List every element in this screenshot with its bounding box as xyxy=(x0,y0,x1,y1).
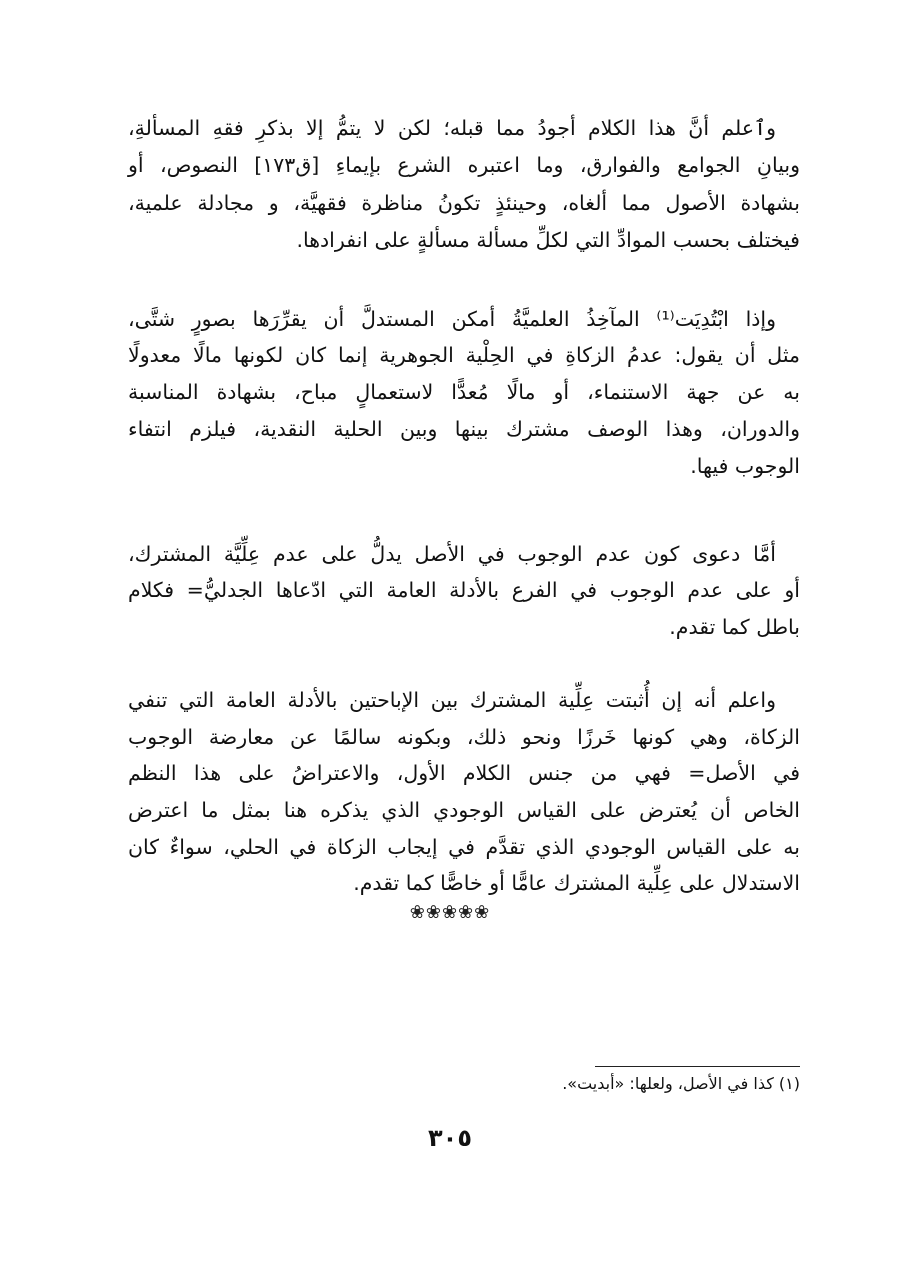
paragraph-4-line-1: واعلم أنه إن أُثبتت عِلِّية المشترك بين الإباحتين بالأدلة العامة التي تنفي xyxy=(128,688,776,712)
paragraph-1-line-1: وٱعلم أنَّ هذا الكلام أجودُ مما قبله؛ لكن لا يتمُّ إلا بذكرِ فقهِ المسألةِ، xyxy=(128,116,776,140)
paragraph-1-line-4: فيختلف بحسب الموادِّ التي لكلِّ مسألة مسألةٍ على انفرادها. xyxy=(296,228,800,252)
paragraph-4-line-5: به على القياس الوجودي الذي تقدَّم في إيجاب الزكاة في الحلي، سواءٌ كان xyxy=(128,835,800,859)
section-end-ornament: ❀❀❀❀❀ xyxy=(409,902,491,923)
paragraph-2-line-5: الوجوب فيها. xyxy=(690,454,800,478)
paragraph-3-line-2: أو على عدم الوجوب في الفرع بالأدلة العامة التي ادّعاها الجدليُّ= فكلام xyxy=(128,578,800,602)
paragraph-4-line-3: في الأصل= فهي من جنس الكلام الأول، والاعتراضُ على هذا النظم xyxy=(128,761,800,785)
paragraph-4-line-2: الزكاة، وهي كونها خَرزًا ونحو ذلك، وبكونه سالمًا عن معارضة الوجوب xyxy=(128,725,800,749)
page-number: ٣٠٥ xyxy=(428,1124,472,1152)
paragraph-4-line-6: الاستدلال على عِلِّية المشترك عامًّا أو خاصًّا كما تقدم. xyxy=(353,871,800,895)
paragraph-3-line-3: باطل كما تقدم. xyxy=(669,615,800,639)
paragraph-4-line-4: الخاص أن يُعترض على القياس الوجودي الذي يذكره هنا بمثل ما اعترض xyxy=(128,798,800,822)
footnote-1: (١) كذا في الأصل، ولعلها: «أبديت». xyxy=(562,1074,800,1093)
paragraph-3-line-1: أمَّا دعوى كون عدم الوجوب في الأصل يدلُّ على عدم عِلِّيَّة المشترك، xyxy=(128,542,776,566)
paragraph-2-line-4: والدوران، وهذا الوصف مشترك بينها وبين الحلية النقدية، فيلزم انتفاء xyxy=(128,417,800,441)
paragraph-1-line-2: وبيانِ الجوامع والفوارق، وما اعتبره الشرع بإيماءِ [ق١٧٣] النصوص، أو xyxy=(128,153,800,177)
paragraph-2-line-2: مثل أن يقول: عدمُ الزكاةِ في الحِلْية الجوهرية إنما كان لكونها مالًا معدولًا xyxy=(128,343,800,367)
footnote-divider xyxy=(595,1066,800,1067)
paragraph-2-line-1: وإذا ابْتُدِيَت⁽¹⁾ المآخِذُ العلميَّةُ أمكن المستدلَّ أن يقرِّرَها بصورٍ شتَّى، xyxy=(128,307,776,331)
paragraph-1-line-3: بشهادة الأصول مما ألغاه، وحينئذٍ تكونُ مناظرة فقهيَّة، و مجادلة علمية، xyxy=(128,191,800,215)
paragraph-2-line-3: به عن جهة الاستنماء، أو مالًا مُعدًّا لاستعمالٍ مباح، بشهادة المناسبة xyxy=(128,380,800,404)
